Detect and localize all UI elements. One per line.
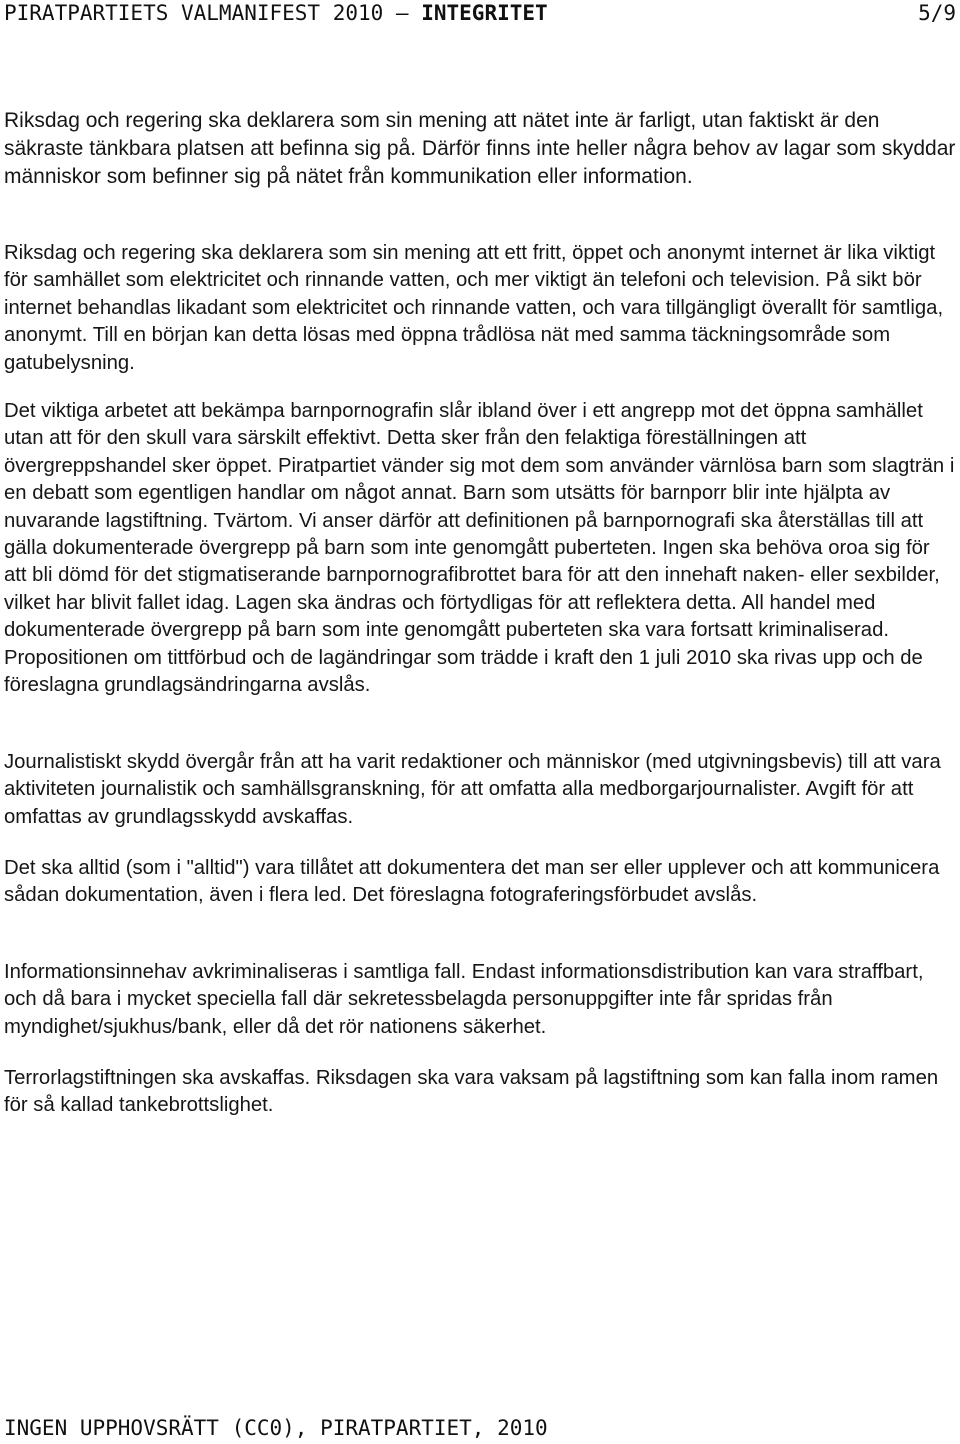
paragraph-3: Det viktiga arbetet att bekämpa barnpornografin slår ibland över i ett angrepp mot det öppna samhället utan att för den skull vara särskilt effektivt. Detta sker från den felaktiga föreställningen att övergreppshandel sker öppet. Piratpartiet vänder sig mot dem som använder värnlösa barn som slagträn i en debatt som egentligen handlar om något annat. Barn som utsätts för barnporr blir inte hjälpta av nuvarande lagstiftning. Tvärtom. Vi anser därför att definitionen på barnpornografi ska återställas till att gälla dokumenterade övergrepp på barn som inte genomgått puberteten. Ingen ska behöva oroa sig för att bli dömd för det stigmatiserande barnpornografibrottet bara för att den innehaft naken- eller sexbilder, vilket har blivit fallet idag. Lagen ska ändras och förtydligas för att reflektera detta. All handel med dokumenterade övergrepp på barn som inte genomgått puberteten ska vara fortsatt kriminaliserad. Propositionen om tittförbud och de lagändringar som trädde i kraft den 1 juli 2010 ska rivas upp och de föreslagna grundlagsändringarna avslås. bbox=[4, 400, 955, 697]
paragraph-7: Terrorlagstiftningen ska avskaffas. Riksdagen ska vara vaksam på lagstiftning som kan falla inom ramen för så kallad tankebrottslighet. bbox=[4, 1067, 939, 1117]
paragraph-4: Journalistiskt skydd övergår från att ha varit redaktioner och människor (med utgivningsbevis) till att vara aktiviteten journalistik och samhällsgranskning, för att omfatta alla medborgarjournalister. Avgift för att omfattas av grundlagsskydd avskaffas. bbox=[4, 751, 941, 828]
header-title: PIRATPARTIETS VALMANIFEST 2010 – bbox=[4, 1, 422, 25]
paragraph-5: Det ska alltid (som i "alltid") vara tillåtet att dokumentera det man ser eller upplever och att kommunicera sådan dokumentation, även i flera led. Det föreslagna fotograferingsförbudet avslås. bbox=[4, 857, 940, 907]
header-section: INTEGRITET bbox=[421, 1, 548, 25]
paragraph-6: Informationsinnehav avkriminaliseras i samtliga fall. Endast informationsdistribution kan vara straffbart, och då bara i mycket speciella fall där sekretessbelagda personuppgifter inte får spridas från myndighet/sjukhus/bank, eller då det rör nationens säkerhet. bbox=[4, 961, 924, 1038]
page-footer: INGEN UPPHOVSRÄTT (CC0), PIRATPARTIET, 2010 bbox=[4, 1416, 548, 1440]
paragraph-1: Riksdag och regering ska deklarera som sin mening att nätet inte är farligt, utan faktiskt är den säkraste tänkbara platsen att befinna sig på. Därför finns inte heller några behov av lagar som skyddar människor som befinner sig på nätet från kommunikation eller information. bbox=[4, 109, 956, 188]
page-number: 5/9 bbox=[918, 1, 956, 25]
page-header bbox=[4, 0, 956, 26]
paragraph-2: Riksdag och regering ska deklarera som sin mening att ett fritt, öppet och anonymt internet är lika viktigt för samhället som elektricitet och rinnande vatten, och mer viktigt än telefoni och television. På sikt bör internet behandlas likadant som elektricitet och rinnande vatten, och vara tillgängligt överallt för samtliga, anonymt. Till en början kan detta lösas med öppna trådlösa nät med samma täckningsområde som gatubelysning. bbox=[4, 242, 944, 374]
